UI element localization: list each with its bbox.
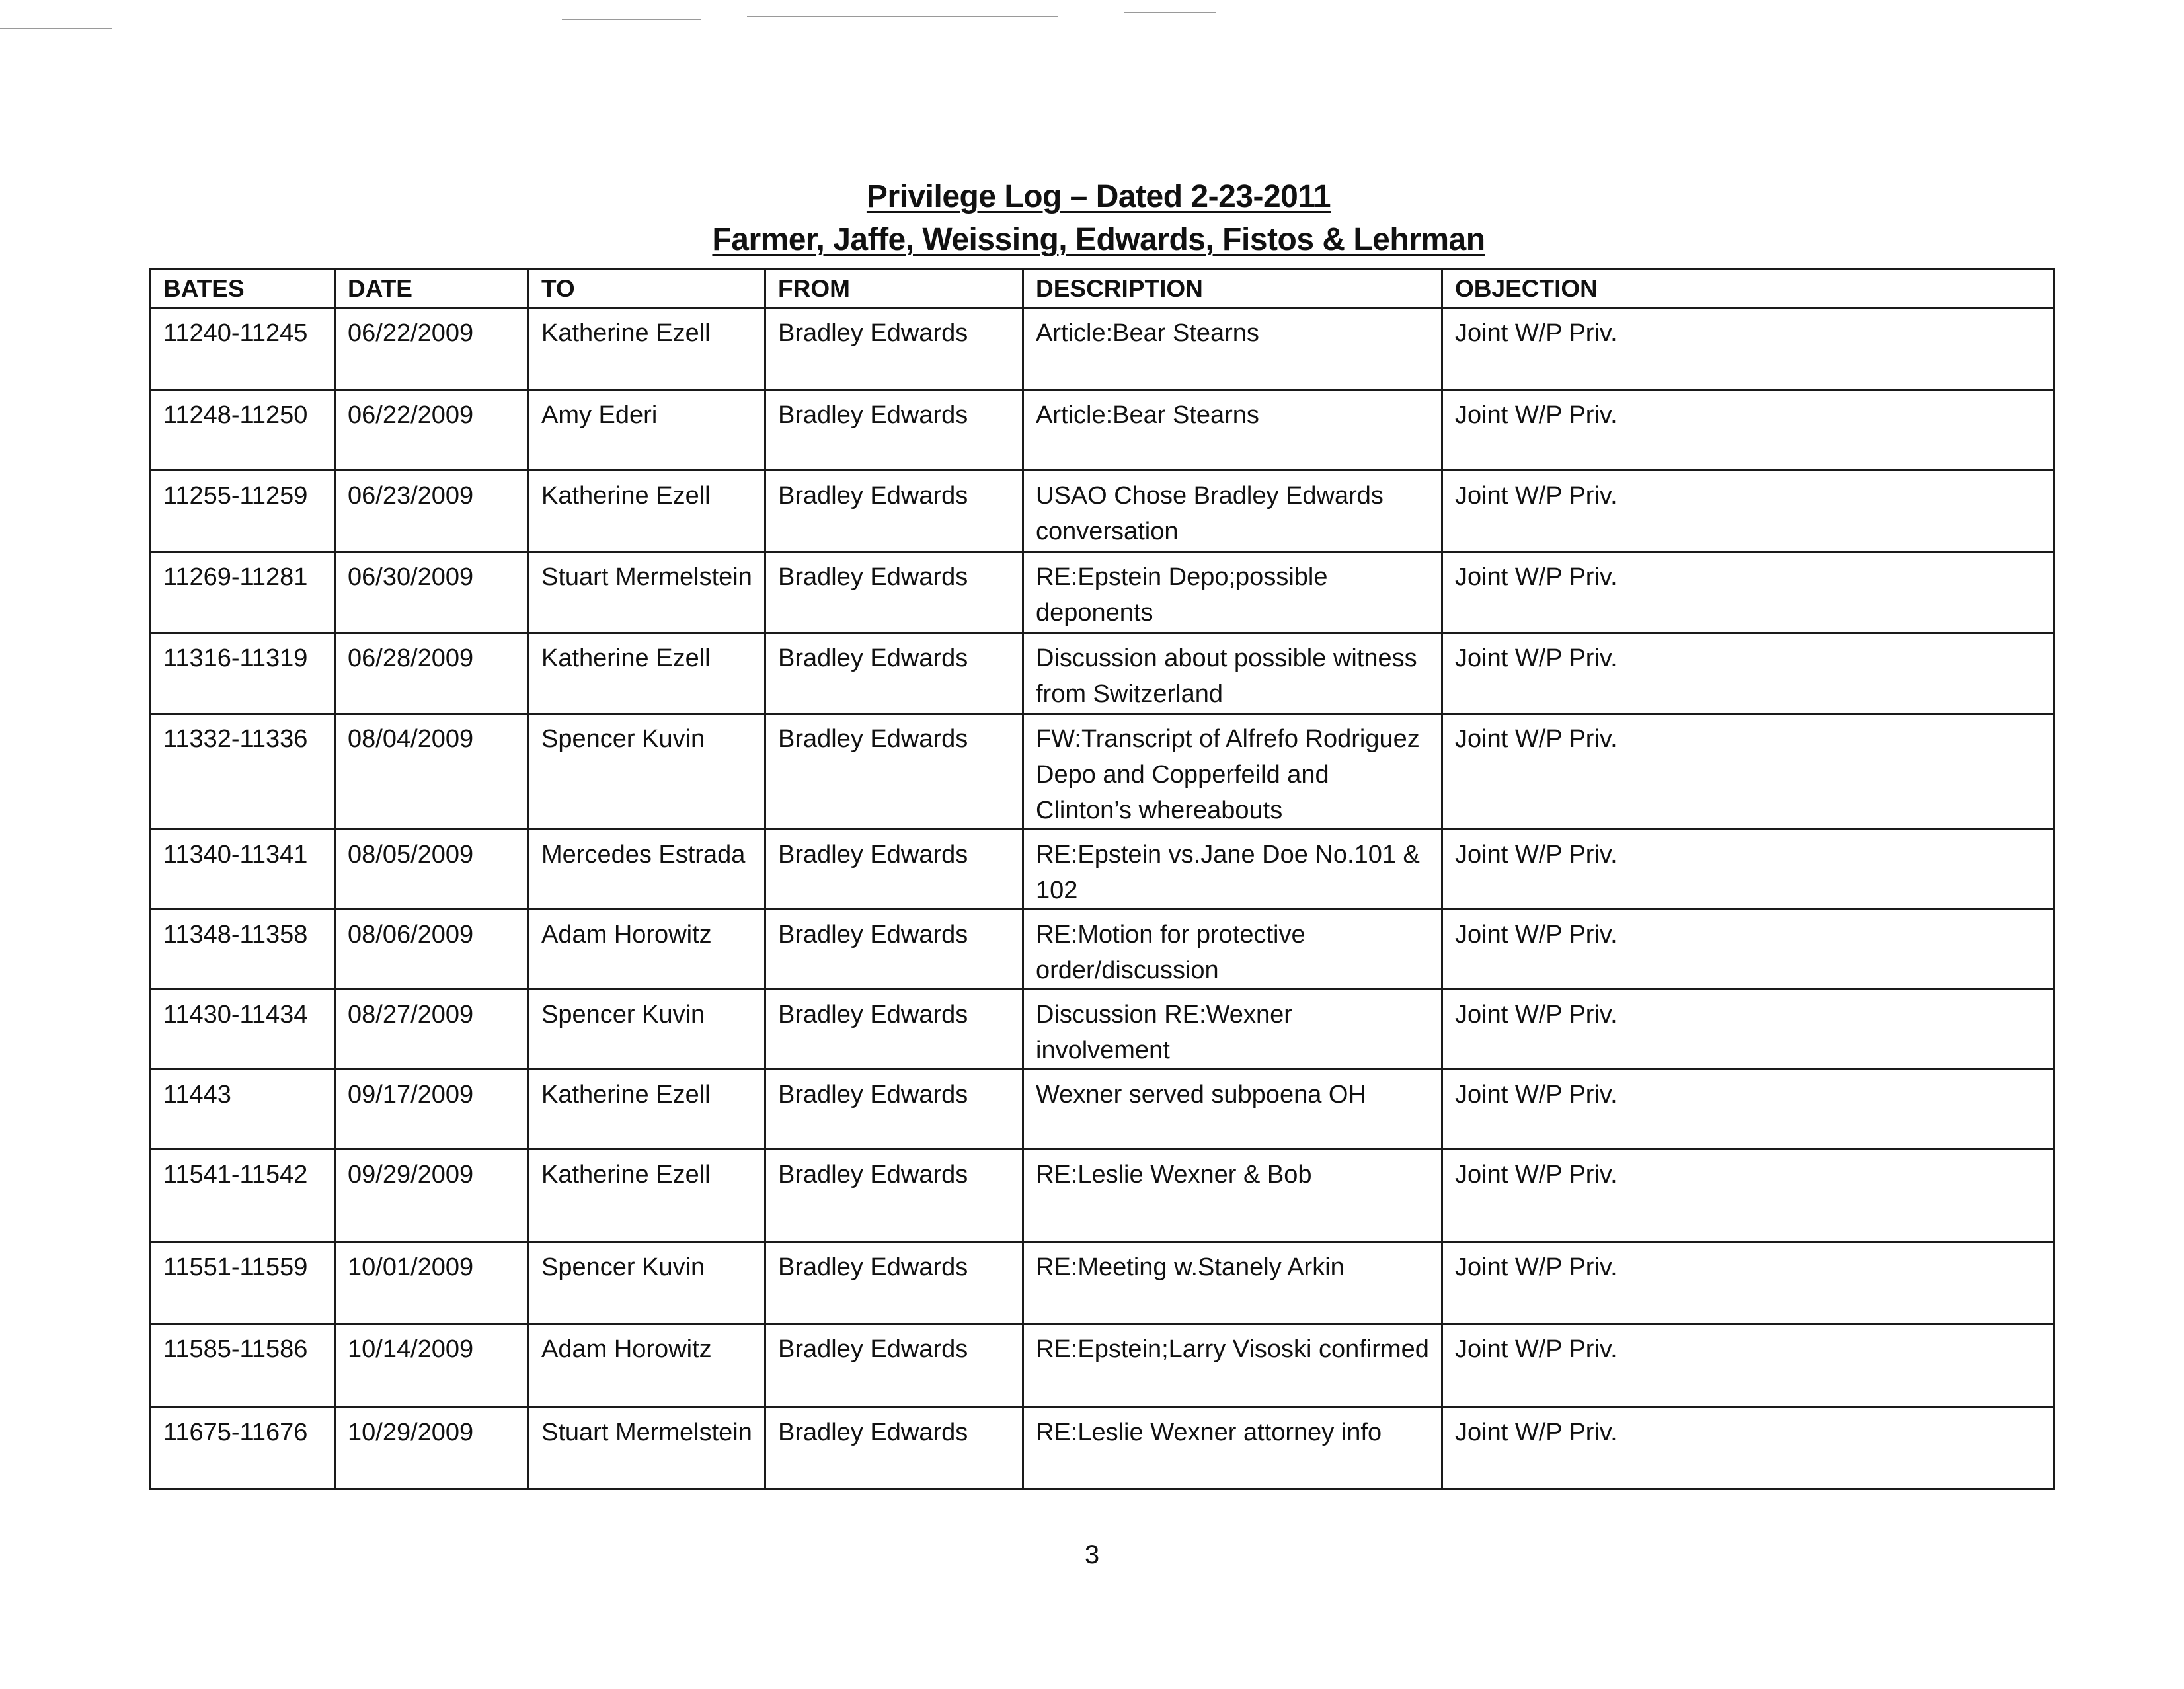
column-header-date: DATE [335,269,529,308]
table-row [151,633,2054,714]
cell-objection: Joint W/P Priv. [1442,990,2054,1070]
cell-to: Adam Horowitz [529,910,765,990]
cell-to: Katherine Ezell [529,308,765,390]
cell-bates: 11443 [151,1070,335,1150]
cell-to: Katherine Ezell [529,471,765,552]
cell-objection: Joint W/P Priv. [1442,714,2054,830]
cell-description: USAO Chose Bradley Edwards conversation [1023,471,1442,552]
cell-description: Wexner served subpoena OH [1023,1070,1442,1150]
table-row [151,830,2054,910]
cell-bates: 11248-11250 [151,390,335,471]
table-row [151,390,2054,471]
cell-to: Adam Horowitz [529,1324,765,1407]
column-header-bates: BATES [151,269,335,308]
scan-artifact [0,28,112,29]
table-row [151,552,2054,633]
cell-date: 08/27/2009 [335,990,529,1070]
cell-from: Bradley Edwards [765,714,1023,830]
cell-from: Bradley Edwards [765,308,1023,390]
page-number: 3 [1084,1540,1100,1569]
cell-bates: 11551-11559 [151,1242,335,1324]
table-row [151,714,2054,830]
cell-description: RE:Meeting w.Stanely Arkin [1023,1242,1442,1324]
cell-from: Bradley Edwards [765,1070,1023,1150]
cell-from: Bradley Edwards [765,633,1023,714]
cell-to: Spencer Kuvin [529,1242,765,1324]
privilege-log-table [149,268,2055,1490]
table-row [151,1070,2054,1150]
cell-description: RE:Leslie Wexner attorney info [1023,1407,1442,1489]
cell-bates: 11541-11542 [151,1150,335,1242]
cell-bates: 11430-11434 [151,990,335,1070]
cell-date: 08/06/2009 [335,910,529,990]
cell-date: 08/05/2009 [335,830,529,910]
cell-date: 09/29/2009 [335,1150,529,1242]
table-row [151,990,2054,1070]
cell-objection: Joint W/P Priv. [1442,552,2054,633]
cell-description: RE:Epstein;Larry Visoski confirmed [1023,1324,1442,1407]
cell-from: Bradley Edwards [765,1150,1023,1242]
cell-description: FW:Transcript of Alfrefo Rodriguez Depo and Copperfeild and Clinton’s whereabouts [1023,714,1442,830]
table-row [151,1150,2054,1242]
cell-to: Katherine Ezell [529,1150,765,1242]
cell-from: Bradley Edwards [765,990,1023,1070]
cell-bates: 11255-11259 [151,471,335,552]
cell-to: Amy Ederi [529,390,765,471]
cell-bates: 11340-11341 [151,830,335,910]
cell-objection: Joint W/P Priv. [1442,471,2054,552]
cell-to: Katherine Ezell [529,1070,765,1150]
cell-date: 09/17/2009 [335,1070,529,1150]
cell-from: Bradley Edwards [765,1242,1023,1324]
cell-to: Spencer Kuvin [529,714,765,830]
cell-bates: 11269-11281 [151,552,335,633]
cell-date: 10/29/2009 [335,1407,529,1489]
cell-description: Discussion RE:Wexner involvement [1023,990,1442,1070]
cell-date: 06/22/2009 [335,308,529,390]
document-title: Privilege Log – Dated 2-23-2011 [866,179,1331,214]
cell-objection: Joint W/P Priv. [1442,830,2054,910]
cell-objection: Joint W/P Priv. [1442,1070,2054,1150]
cell-from: Bradley Edwards [765,552,1023,633]
cell-objection: Joint W/P Priv. [1442,1242,2054,1324]
cell-date: 06/23/2009 [335,471,529,552]
column-header-description: DESCRIPTION [1023,269,1442,308]
cell-from: Bradley Edwards [765,390,1023,471]
cell-from: Bradley Edwards [765,471,1023,552]
cell-description: Article:Bear Stearns [1023,390,1442,471]
scan-artifact [747,16,1058,17]
cell-objection: Joint W/P Priv. [1442,1150,2054,1242]
table-body [151,308,2054,1489]
cell-bates: 11348-11358 [151,910,335,990]
cell-date: 06/22/2009 [335,390,529,471]
cell-to: Katherine Ezell [529,633,765,714]
cell-bates: 11240-11245 [151,308,335,390]
cell-date: 06/28/2009 [335,633,529,714]
column-header-from: FROM [765,269,1023,308]
cell-objection: Joint W/P Priv. [1442,1407,2054,1489]
scan-artifact [1124,12,1216,13]
cell-to: Stuart Mermelstein [529,552,765,633]
table-row [151,1324,2054,1407]
table-row [151,471,2054,552]
cell-from: Bradley Edwards [765,1324,1023,1407]
table-row [151,1407,2054,1489]
table-header-row [151,269,2054,308]
cell-objection: Joint W/P Priv. [1442,1324,2054,1407]
cell-to: Stuart Mermelstein [529,1407,765,1489]
document-subtitle: Farmer, Jaffe, Weissing, Edwards, Fistos & Lehrman [712,222,1485,257]
cell-objection: Joint W/P Priv. [1442,308,2054,390]
cell-from: Bradley Edwards [765,1407,1023,1489]
cell-date: 08/04/2009 [335,714,529,830]
cell-objection: Joint W/P Priv. [1442,910,2054,990]
table-row [151,308,2054,390]
table-row [151,910,2054,990]
cell-from: Bradley Edwards [765,910,1023,990]
cell-objection: Joint W/P Priv. [1442,633,2054,714]
scan-artifact [562,19,701,20]
cell-date: 06/30/2009 [335,552,529,633]
cell-to: Mercedes Estrada [529,830,765,910]
column-header-objection: OBJECTION [1442,269,2054,308]
table-row [151,1242,2054,1324]
cell-objection: Joint W/P Priv. [1442,390,2054,471]
cell-description: Discussion about possible witness from Switzerland [1023,633,1442,714]
cell-description: RE:Leslie Wexner & Bob [1023,1150,1442,1242]
cell-description: RE:Epstein vs.Jane Doe No.101 & 102 [1023,830,1442,910]
cell-bates: 11675-11676 [151,1407,335,1489]
cell-description: Article:Bear Stearns [1023,308,1442,390]
cell-from: Bradley Edwards [765,830,1023,910]
cell-bates: 11316-11319 [151,633,335,714]
cell-bates: 11332-11336 [151,714,335,830]
cell-date: 10/14/2009 [335,1324,529,1407]
cell-description: RE:Epstein Depo;possible deponents [1023,552,1442,633]
cell-date: 10/01/2009 [335,1242,529,1324]
cell-bates: 11585-11586 [151,1324,335,1407]
cell-description: RE:Motion for protective order/discussion [1023,910,1442,990]
column-header-to: TO [529,269,765,308]
cell-to: Spencer Kuvin [529,990,765,1070]
